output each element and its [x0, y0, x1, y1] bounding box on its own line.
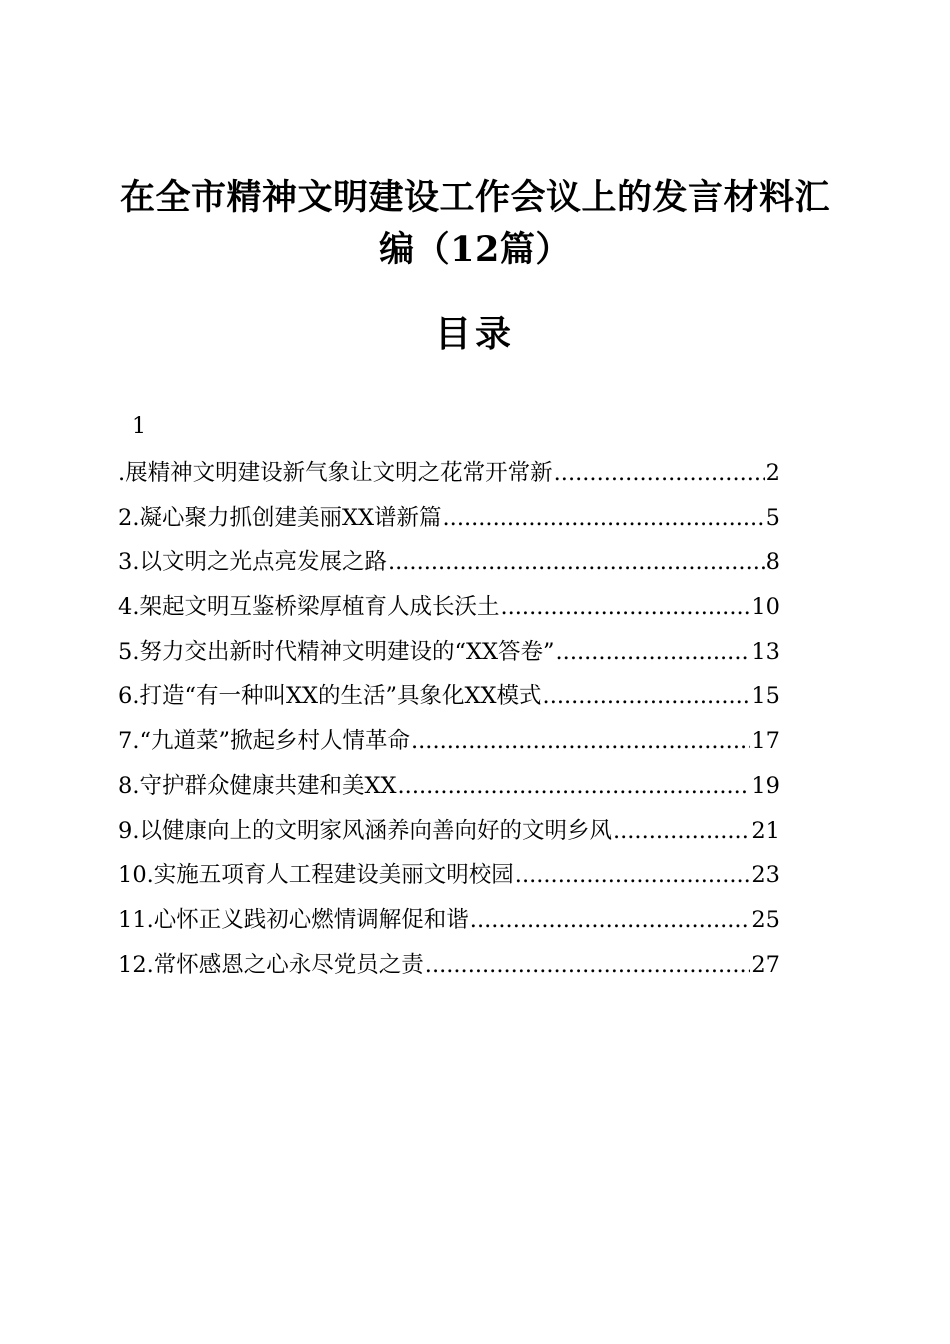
toc-dot-leader: [613, 813, 750, 849]
toc-entry-title[interactable]: 7.“九道菜”掀起乡村人情革命: [118, 728, 410, 755]
table-of-contents: [118, 455, 780, 991]
toc-entry-title[interactable]: 3.以文明之光点亮发展之路: [118, 549, 387, 576]
toc-dot-leader: [398, 768, 751, 804]
toc-entry[interactable]: [118, 678, 780, 723]
toc-entry[interactable]: [118, 813, 780, 858]
toc-entry-page-number[interactable]: 21: [751, 817, 780, 844]
toc-stray-number: 1: [132, 414, 146, 439]
toc-dot-leader: [515, 857, 751, 893]
toc-entry-page-number[interactable]: 13: [751, 638, 780, 665]
toc-entry[interactable]: [118, 544, 780, 589]
toc-entry-page-number[interactable]: 23: [751, 862, 780, 889]
toc-entry-title[interactable]: 12.常怀感恩之心永尽党员之责: [118, 951, 424, 978]
toc-entry[interactable]: [118, 589, 780, 634]
toc-dot-leader: [411, 723, 750, 759]
toc-dot-leader: [543, 678, 751, 714]
document-title: [110, 172, 840, 276]
toc-entry-title[interactable]: 2.凝心聚力抓创建美丽XX谱新篇: [118, 504, 442, 531]
toc-entry[interactable]: [118, 857, 780, 902]
toc-entry-page-number[interactable]: 10: [751, 594, 780, 621]
toc-entry-page-number[interactable]: 5: [765, 504, 780, 531]
toc-entry-page-number[interactable]: 2: [765, 460, 780, 486]
toc-dot-leader: [500, 589, 750, 625]
toc-entry-title[interactable]: 5.努力交出新时代精神文明建设的“XX答卷”: [118, 638, 555, 665]
toc-entry-title[interactable]: 10.实施五项育人工程建设美丽文明校园: [118, 862, 514, 889]
toc-entry-title[interactable]: 9.以健康向上的文明家风涵养向善向好的文明乡风: [118, 817, 612, 844]
toc-dot-leader: [556, 634, 751, 670]
toc-entry-title[interactable]: 11.心怀正义践初心燃情调解促和谐: [118, 906, 469, 933]
toc-entry-title[interactable]: .展精神文明建设新气象让文明之花常开常新: [118, 460, 553, 486]
toc-dot-leader: [554, 455, 765, 491]
toc-entry[interactable]: [118, 947, 780, 992]
toc-entry-page-number[interactable]: 17: [751, 728, 780, 755]
toc-heading: 目录: [434, 313, 515, 355]
toc-dot-leader: [425, 947, 751, 983]
toc-entry[interactable]: [118, 634, 780, 679]
toc-entry-page-number[interactable]: 19: [751, 772, 780, 799]
document-title-line-2: 编（12篇）: [379, 229, 571, 270]
toc-entry[interactable]: [118, 902, 780, 947]
toc-entry-page-number[interactable]: 8: [765, 549, 780, 576]
toc-entry-page-number[interactable]: 15: [751, 683, 780, 710]
toc-entry-page-number[interactable]: 25: [751, 906, 780, 933]
toc-entry[interactable]: [118, 455, 780, 500]
toc-entry[interactable]: [118, 500, 780, 545]
toc-entry-title[interactable]: 6.打造“有一种叫XX的生活”具象化XX模式: [118, 683, 542, 710]
toc-entry-title[interactable]: 4.架起文明互鉴桥梁厚植育人成长沃土: [118, 594, 500, 621]
toc-dot-leader: [470, 902, 751, 938]
toc-dot-leader: [443, 500, 765, 536]
document-title-line-1: 在全市精神文明建设工作会议上的发言材料汇: [119, 177, 830, 218]
toc-dot-leader: [388, 544, 765, 580]
toc-entry[interactable]: [118, 768, 780, 813]
toc-entry-title[interactable]: 8.守护群众健康共建和美XX: [118, 772, 397, 799]
toc-entry[interactable]: [118, 723, 780, 768]
toc-entry-page-number[interactable]: 27: [751, 951, 780, 978]
